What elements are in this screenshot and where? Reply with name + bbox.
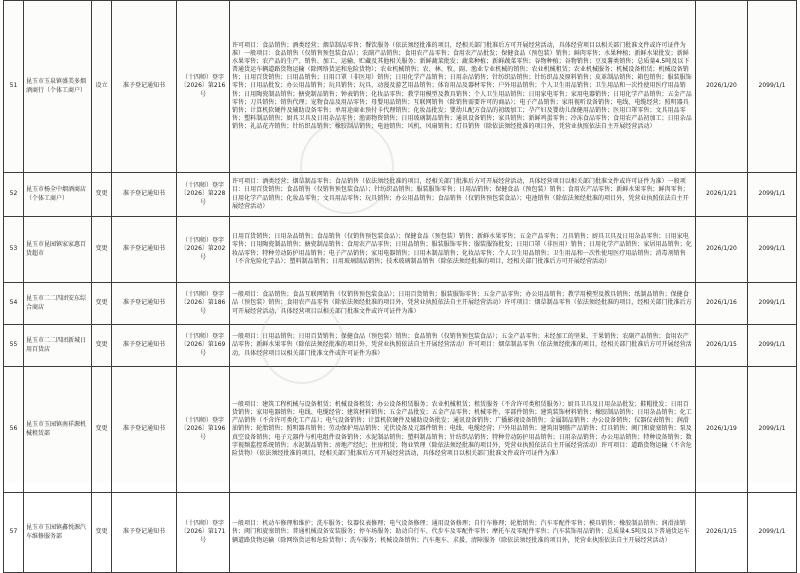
document-type: 准予登记通知书 <box>112 493 177 573</box>
valid-until: 2099/1/1 <box>748 325 797 367</box>
business-scope: 许可项目：酒类经营；烟草制品零售；食品销售（依法须经批准的项目，经相关部门批准后方可开展经营活动，具体经营项目以相关部门批准文件或许可证件为准）一般项目：日用百货销售；食品销售（仅销售预包装食品）；针纺织品销售；服装服饰零售；日用品销售；保健食品（预包装）销售；食用农产品零售；新鲜水果零售；鲜肉零售；日用化学产品销售；化妆品零售；文具用品零售；玩具销售；办公用品销售；食品销售（仅销售预包装食品）；电池销售（除依法须经批准的项目外，凭营业执照依法自主开展经营活动） <box>230 173 696 217</box>
registration-table <box>3 0 797 573</box>
business-scope: 一般项目：建筑工程机械与设备租赁；机械设备租赁；办公设备租赁服务；农业机械租赁；租赁服务（不含许可类租赁服务）；厨具卫具及日用杂品批发；鞋帽批发；日用百货销售；家用电器销售；电线、电缆经营；建筑材料销售；五金产品批发；五金产品零售；机械零件、零部件销售；建筑装饰材料销售；橡胶制品销售；日用杂品销售；化工产品销售（不含许可类化工产品）；电气设备销售；计算机软硬件及辅助设备批发；通讯设备销售；广播影视设备销售；金属制品销售；办公设备销售；仪器仪表销售；润滑油销售；轮胎销售；照明器具销售；劳动保护用品销售；光伏设备及元器件销售；电线、电缆经营；户外用品销售；建筑用钢筋产品销售；灯具销售；阀门和旋塞销售；泵及真空设备销售；电子元器件与机电组件设备销售；水泥制品销售；塑料制品销售；针纺织品销售；特种劳动防护用品销售；日用杂品销售；办公用品销售；特种设备销售；数字视频监控系统销售；水泥制品销售；房地产经纪；住房租赁；物业管理（除依法须经批准的项目外，凭营业执照依法自主开展经营活动）许可项目：道路货物运输（不含危险货物）（依法须经批准的项目，经相关部门批准后方可开展经营活动，具体经营项目以相关部门批准文件或许可证件为准） <box>230 367 696 493</box>
registration-type: 变更 <box>92 367 112 493</box>
table-row <box>4 493 797 573</box>
table-row <box>4 173 797 217</box>
approval-date: 2026/1/16 <box>696 283 748 325</box>
reference-number: （十四师）登字〔2026〕第216号 <box>177 1 230 173</box>
reference-number: （十四师）登字〔2026〕第169号 <box>177 325 230 367</box>
approval-date: 2026/1/15 <box>696 325 748 367</box>
valid-until: 2099/1/1 <box>748 493 797 573</box>
table-row <box>4 217 797 283</box>
entity-name: 昆玉市二二四团新城日用百货店 <box>24 325 92 367</box>
entity-name: 昆玉市玉园镇南祥源机械租赁部 <box>24 367 92 493</box>
row-number: 55 <box>4 325 24 367</box>
document-type: 准予登记通知书 <box>112 217 177 283</box>
entity-name: 昆玉市玉园镇鑫悦源汽车维修服务部 <box>24 493 92 573</box>
registration-type: 变更 <box>92 493 112 573</box>
document-type: 准予登记通知书 <box>112 283 177 325</box>
reference-number: （十四师）登字〔2026〕第202号 <box>177 217 230 283</box>
row-number: 51 <box>4 1 24 173</box>
valid-until: 2099/1/1 <box>748 367 797 493</box>
registration-type: 设立 <box>92 1 112 173</box>
document-type: 准予登记通知书 <box>112 367 177 493</box>
approval-date: 2026/1/20 <box>696 1 748 173</box>
valid-until: 2099/1/1 <box>748 217 797 283</box>
table-row <box>4 325 797 367</box>
valid-until: 2099/1/1 <box>748 283 797 325</box>
valid-until: 2099/1/1 <box>748 1 797 173</box>
approval-date: 2026/1/21 <box>696 173 748 217</box>
entity-name: 昆玉市二二四团安东综合商店 <box>24 283 92 325</box>
business-scope: 一般项目：机动车修理和维护；洗车服务；仪器仪表修理；电气设备修理；通用设备修理；自行车修理；轮胎销售；汽车零配件零售；模具销售；橡胶制品销售；润滑油销售；阀门和旋塞销售；普通机械设备安装服务；停车场服务；助动自行车、代步车及零配件零售；摩托车及零配件零售；汽车装饰用品销售；总质量4.5吨及以下普通货运车辆道路货物运输（除网络货运和危险货物）；洗车服务；机械设备销售；汽车拖车、求援、清障服务（除依法须经批准的项目外，凭营业执照依法自主开展经营活动） <box>230 493 696 573</box>
approval-date: 2026/1/19 <box>696 367 748 493</box>
table-row <box>4 367 797 493</box>
registration-type: 变更 <box>92 217 112 283</box>
valid-until: 2099/1/1 <box>748 173 797 217</box>
reference-number: （十四师）登字〔2026〕第228号 <box>177 173 230 217</box>
reference-number: （十四师）登字〔2026〕第196号 <box>177 367 230 493</box>
row-number: 53 <box>4 217 24 283</box>
business-scope: 一般项目：日用品销售；日用百货销售；保健食品（预包装）销售；食品销售（仅销售预包装食品）；五金产品零售；未经加工的坚果、干果销售；农副产品销售；食用农产品零售；新鲜水果零售（除依法须经批准的项目外，凭营业执照依法自主开展经营活动）许可项目：烟草制品零售（依法须经批准的项目，经相关部门批准后方可开展经营活动，具体经营项目以相关部门批准文件或许可证件为准） <box>230 325 696 367</box>
reference-number: （十四师）登字〔2026〕第186号 <box>177 283 230 325</box>
business-scope: 许可项目：食品销售；酒类经营；烟草制品零售；餐饮服务（依法须经批准的项目，经相关部门批准后方可开展经营活动，具体经营项目以相关部门批准文件或许可证件为准）一般项目：食品销售（仅销售预包装食品）；农副产品销售；食用农产品零售；食用农产品批发；保健食品（预包装）销售；鲜肉零售；水果种植；新鲜水果批发；新鲜水果零售；农产品的生产、销售、加工、运输、贮藏及其他相关服务；新鲜蔬菜批发；蔬菜种植；新鲜蔬菜零售；谷物种植；谷物销售；豆及薯类销售；总质量4.5吨及以下普通货运车辆道路货物运输（除网络货运和危险货物）；农业机械销售；农、林、牧、副、渔业专业机械的销售；农业机械租赁；农业机械服务；机械设备租赁；机械设备销售；日用百货销售；日用品销售；日用口罩（非医用）销售；日用化学产品销售；日用杂品销售；针纺织品销售；针纺织品及原料销售；皮革制品销售；箱包销售；服装服饰零售；日用品批发；办公用品销售；玩具销售；玩具、动漫及游艺用品销售；体育用品及器材零售；户外用品销售；个人卫生用品销售；卫生用品和一次性使用医疗用品销售；日用陶瓷制品销售；搪瓷制品销售；钟表销售；化妆品零售；教学用模型及教具销售；个人卫生用品销售；日用家电零售；家用电器销售；日用化学产品销售；五金产品零售；刀具销售；销售代理；宠物食品及用品零售；母婴用品销售；互联网销售（除销售需要许可的商品）；电子产品销售；家用视听设备销售；电线、电缆经营；照明器具销售；计算机软硬件及辅助设备零售；单用途商业预付卡代理销售；化妆品批发；婴幼儿配方食品的初级加工；孕产妇及婴幼儿保健用品销售；医用口罩零售；文具用品零售；塑料制品销售；厨具卫具及日用杂品零售；渔需物资销售；日用玻璃制品销售；通讯设备销售；家具销售；新鲜鸡蛋零售；冷冻食品零售；食用农产品初加工；日用杂品销售；礼品花卉销售；针纺织品销售；橡胶制品销售；电池销售；风机、风扇销售；灯具销售（除依法须经批准的项目外，凭营业执照依法自主开展经营活动） <box>230 1 696 173</box>
approval-date: 2026/1/20 <box>696 217 748 283</box>
business-scope: 一般项目：食品销售；食品互联网销售（仅销售预包装食品）；日用百货销售；服装服饰零售；五金产品零售；办公用品销售；教学用模型及教具销售；纸制品销售；保健食品（预包装）销售；食用农产品零售（除依法须经批准的项目外，凭营业执照依法自主开展经营活动）许可项目：烟草制品零售（依法须经批准的项目，经相关部门批准后方可开展经营活动，具体经营项目以相关部门批准文件或许可证件为准） <box>230 283 696 325</box>
row-number: 57 <box>4 493 24 573</box>
row-number: 52 <box>4 173 24 217</box>
registration-type: 变更 <box>92 283 112 325</box>
business-scope: 日用百货销售；日用杂品销售；食品销售（仅销售预包装食品）；保健食品（预包装）销售；新鲜水果零售；五金产品零售；刀具销售；厨具卫具及日用杂品零售；日用家电零售；日用陶瓷制品销售；搪瓷制品销售；食用农产品零售；日用品销售；服装服饰零售；服装服饰批发；日用口罩（非医用）销售；日用化学产品销售；家居用品销售；化妆品零售；特种劳动防护用品销售；电子产品销售；家用电器销售；日用木制品销售；化妆品零售；个人卫生用品销售；卫生用品和一次性使用医疗用品销售；消毒剂销售（不含危险化学品）；塑料制品销售；日用玻璃制品销售；技术玻璃制品销售（除依法须经批准的项目，经相关部门批准后方可开展经营活动） <box>230 217 696 283</box>
approval-date: 2026/1/15 <box>696 493 748 573</box>
row-number: 54 <box>4 283 24 325</box>
entity-name: 昆玉市杨全中烟酒商店（个体工商户） <box>24 173 92 217</box>
table-row <box>4 283 797 325</box>
registration-type: 变更 <box>92 325 112 367</box>
row-number: 56 <box>4 367 24 493</box>
document-type: 准予登记通知书 <box>112 1 177 173</box>
document-type: 准予登记通知书 <box>112 173 177 217</box>
document-type: 准予登记通知书 <box>112 325 177 367</box>
registration-type: 变更 <box>92 173 112 217</box>
entity-name: 昆玉市昆园镇家家惠百货超市 <box>24 217 92 283</box>
reference-number: （十四师）登字〔2026〕第171号 <box>177 493 230 573</box>
entity-name: 昆玉市玉泉镇盛美多烟酒商行（个体工商户） <box>24 1 92 173</box>
table-row <box>4 1 797 173</box>
